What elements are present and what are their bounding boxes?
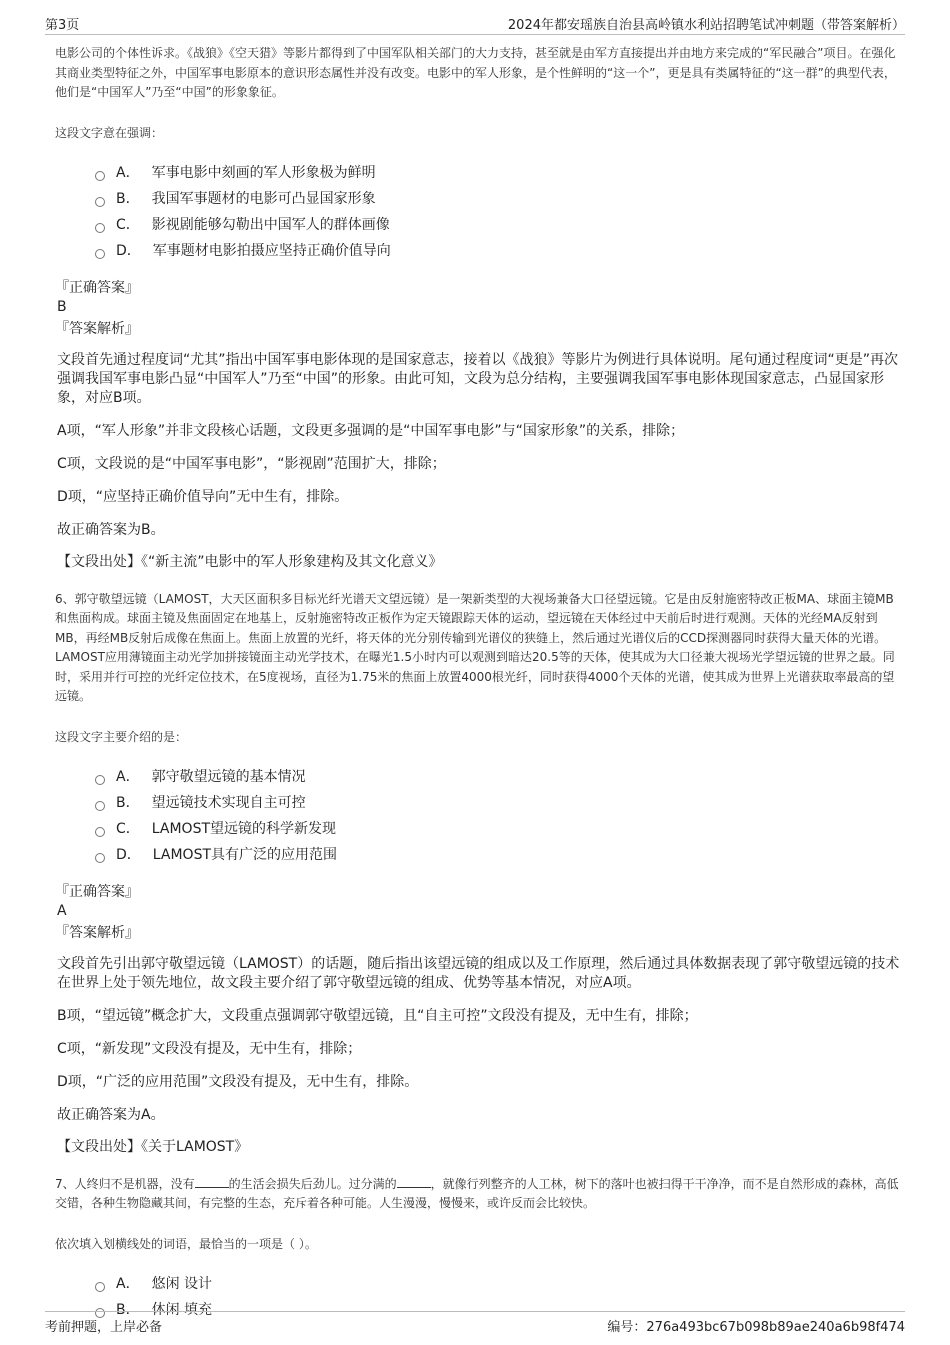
q6-answer: A: [57, 902, 67, 919]
q7-text-2: 的生活会损失后劲儿。过分满的: [228, 1176, 397, 1191]
q7-passage: [55, 1175, 905, 1214]
q5-option-d[interactable]: [95, 238, 905, 264]
q5-answer: B: [57, 298, 67, 315]
option-text: LAMOST具有广泛的应用范围: [152, 846, 338, 863]
q5-options: [95, 160, 905, 264]
option-letter: B．: [116, 794, 140, 811]
q6-option-b[interactable]: [95, 790, 905, 816]
radio-icon[interactable]: [95, 223, 105, 233]
q6-option-a[interactable]: [95, 764, 905, 790]
code-value: 276a493bc67b098b89ae240a6b98f474: [646, 1320, 905, 1335]
q6-passage: 6、郭守敬望远镜（LAMOST，大天区面积多目标光纤光谱天文望远镜）是一架新类型的大视场兼备大口径望远镜。它是由反射施密特改正板MA、球面主镜MB和焦面构成。球面主镜及焦面固定在地基上，反射施密特改正板作为定天镜跟踪天体的运动，望远镜在天体经过中天前后时进行观测。天体的光经MA反射到MB，再经MB反射后成像在焦面上。焦面上放置的光纤，将天体的光分别传输到光谱仪的狭缝上，然后通过光谱仪后的CCD探测器同时获得大量天体的光谱。LAMOST应用薄镜面主动光学加拼接镜面主动光学技术，在曝光1.5小时内可以观测到暗达20.5等的天体，使其成为大口径兼大视场光学望远镜的世界之最。同时，采用并行可控的光纤定位技术，在5度视场，直径为1.75米的焦面上放置4000根光纤，同时获得4000个天体的光谱，使其成为世界上光谱获取率最高的望远镜。: [55, 591, 895, 703]
q5-answer-tag: 『正确答案』: [55, 279, 139, 296]
option-text: 军事题材电影拍摄应坚持正确价值导向: [152, 242, 391, 259]
radio-icon[interactable]: [95, 171, 105, 181]
q6-options: [95, 764, 905, 868]
option-text: 军事电影中刻画的军人形象极为鲜明: [151, 164, 376, 181]
option-text: 望远镜技术实现自主可控: [151, 794, 306, 811]
q5-source: 【文段出处】《“新主流”电影中的军人形象建构及其文化意义》: [57, 553, 443, 570]
option-letter: B．: [116, 1301, 140, 1318]
q6-line-c: C项，“新发现”文段没有提及，无中生有，排除；: [57, 1040, 362, 1057]
q6-option-c[interactable]: [95, 816, 905, 842]
option-text: LAMOST望远镜的科学新发现: [151, 820, 337, 837]
q5-prompt: 这段文字意在强调：: [55, 125, 164, 140]
radio-icon[interactable]: [95, 249, 105, 259]
page-footer: [45, 1311, 905, 1336]
option-text: 郭守敬望远镜的基本情况: [151, 768, 306, 785]
option-text: 悠闲 设计: [151, 1275, 213, 1292]
q6-explanation: 文段首先引出郭守敬望远镜（LAMOST）的话题，随后指出该望远镜的组成以及工作原理，然后通过具体数据表现了郭守敬望远镜的技术在世界上处于领先地位，故文段主要介绍了郭守敬望远镜的组成、优势等基本情况，对应A项。: [57, 955, 900, 991]
radio-icon[interactable]: [95, 827, 105, 837]
footer-slogan: 考前押题，上岸必备: [45, 1320, 163, 1335]
q5-line-a: A项，“军人形象”并非文段核心话题，文段更多强调的是“中国军事电影”与“国家形象”的关系，排除；: [57, 422, 685, 439]
q5-explain-tag: 『答案解析』: [55, 320, 139, 337]
code-label: 编号：: [607, 1320, 647, 1335]
q6-conclusion: 故正确答案为A。: [57, 1106, 165, 1123]
q7-option-a[interactable]: [95, 1271, 905, 1297]
option-letter: D．: [116, 242, 141, 259]
option-letter: B．: [116, 190, 140, 207]
q5-passage: 电影公司的个体性诉求。《战狼》《空天猎》等影片都得到了中国军队相关部门的大力支持，甚至就是由军方直接提出并由地方来完成的“军民融合”项目。在强化其商业类型特征之外，中国军事电影原本的意识形态属性并没有改变。电影中的军人形象，是个性鲜明的“这一个”，更是具有类属特征的“这一群”的典型代表，他们是“中国军人”乃至“中国”的形象象征。: [55, 46, 896, 99]
option-text: 影视剧能够勾勒出中国军人的群体画像: [151, 216, 390, 233]
q5-line-c: C项，文段说的是“中国军事电影”，“影视剧”范围扩大，排除；: [57, 455, 446, 472]
page-content: [55, 44, 905, 1323]
q5-line-d: D项，“应坚持正确价值导向”无中生有，排除。: [57, 488, 349, 505]
q6-source: 【文段出处】《关于LAMOST》: [57, 1138, 249, 1155]
fill-blank-2: [397, 1175, 431, 1188]
q6-line-d: D项，“广泛的应用范围”文段没有提及，无中生有，排除。: [57, 1073, 419, 1090]
radio-icon[interactable]: [95, 1282, 105, 1292]
q5-option-b[interactable]: [95, 186, 905, 212]
q6-answer-tag: 『正确答案』: [55, 883, 139, 900]
q7-text-1: 7、人终归不是机器，没有: [55, 1176, 195, 1191]
q5-conclusion: 故正确答案为B。: [57, 521, 165, 538]
option-letter: A．: [116, 1275, 140, 1292]
q6-prompt: 这段文字主要介绍的是：: [55, 729, 188, 744]
fill-blank-1: [195, 1175, 229, 1188]
page-number: 第3页: [45, 18, 80, 33]
document-title: 2024年都安瑶族自治县高岭镇水利站招聘笔试冲刺题（带答案解析）: [507, 18, 905, 33]
option-text: 我国军事题材的电影可凸显国家形象: [151, 190, 376, 207]
option-letter: C．: [116, 216, 140, 233]
radio-icon[interactable]: [95, 801, 105, 811]
option-letter: A．: [116, 768, 140, 785]
q7-prompt: 依次填入划横线处的词语，最恰当的一项是（ ）。: [55, 1236, 317, 1251]
radio-icon[interactable]: [95, 197, 105, 207]
q6-line-b: B项，“望远镜”概念扩大，文段重点强调郭守敬望远镜，且“自主可控”文段没有提及，无中生有，排除；: [57, 1007, 698, 1024]
option-letter: D．: [116, 846, 141, 863]
q5-option-a[interactable]: [95, 160, 905, 186]
q6-explain-tag: 『答案解析』: [55, 924, 139, 941]
footer-code: [607, 1316, 905, 1335]
q5-option-c[interactable]: [95, 212, 905, 238]
page-header: [45, 12, 905, 35]
q6-option-d[interactable]: [95, 842, 905, 868]
q7-text-3: ，就像行列整齐的人工林，树下的落叶也被扫得干干净净，而不是自然形成的森林，高低交错，各种生物隐藏其间，有完整的生态，充斥着各种可能。人生漫漫，慢慢来，或许反而会比较快。: [55, 1176, 899, 1210]
option-text: 休闲 填充: [151, 1301, 213, 1318]
option-letter: C．: [116, 820, 140, 837]
radio-icon[interactable]: [95, 853, 105, 863]
radio-icon[interactable]: [95, 775, 105, 785]
q5-explanation: 文段首先通过程度词“尤其”指出中国军事电影体现的是国家意志，接着以《战狼》等影片为例进行具体说明。尾句通过程度词“更是”再次强调我国军事电影凸显“中国军人”乃至“中国”的形象。由此可知，文段为总分结构，主要强调我国军事电影体现国家意志，凸显国家形象，对应B项。: [57, 351, 899, 406]
option-letter: A．: [116, 164, 140, 181]
